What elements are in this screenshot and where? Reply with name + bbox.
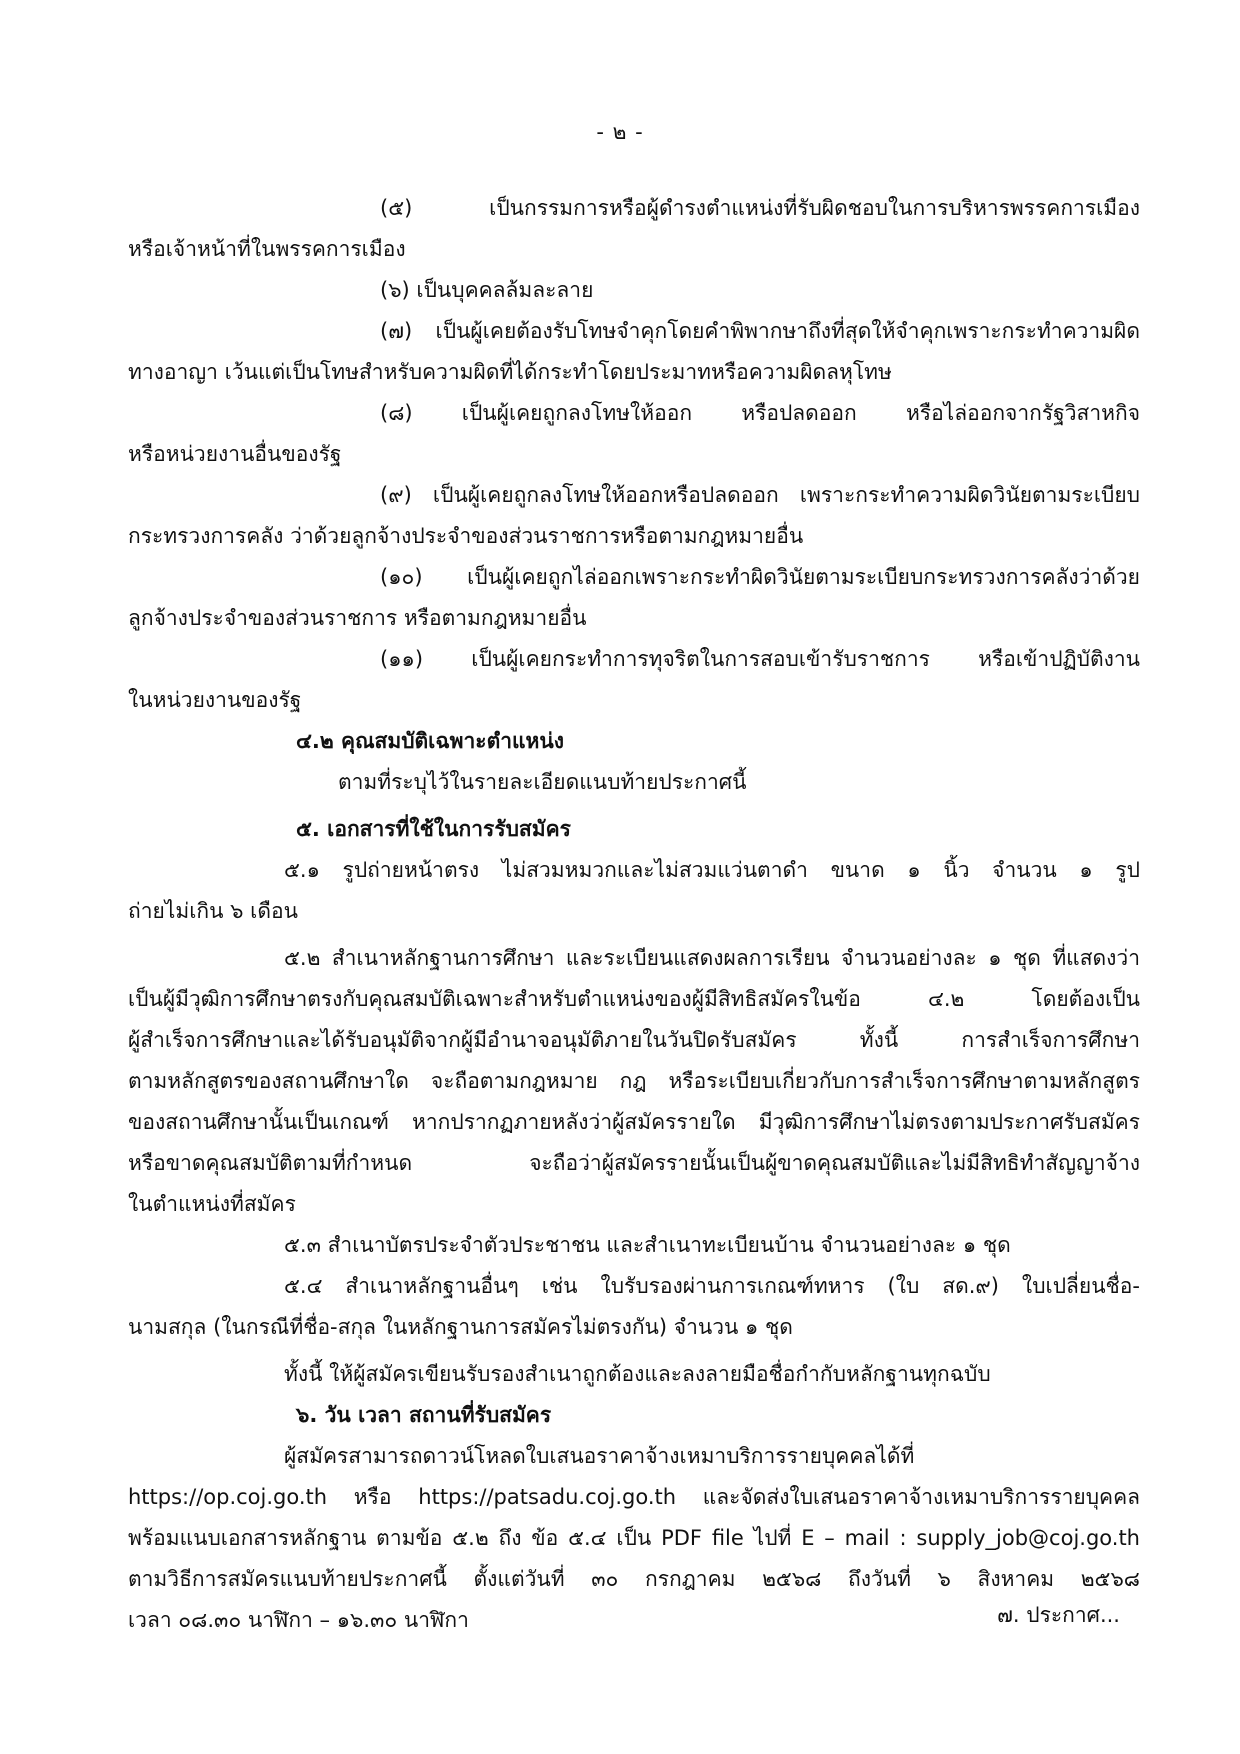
paragraph-line: (๑๑) เป็นผู้เคยกระทำการทุจริตในการสอบเข้ารับราชการ หรือเข้าปฏิบัติงาน — [380, 647, 1140, 671]
section-4-2 — [128, 721, 1140, 803]
paragraph-line: ๕.๓ สำเนาบัตรประจำตัวประชาชน และสำเนาทะเบียนบ้าน จำนวนอย่างละ ๑ ชุด — [284, 1233, 1011, 1257]
prohibited-item-6 — [128, 270, 1140, 311]
paragraph-line: ในตำแหน่งที่สมัคร — [128, 1192, 296, 1216]
document-body — [128, 188, 1140, 1641]
document-item-5-2 — [128, 938, 1140, 1225]
paragraph-line: ถ่ายไม่เกิน ๖ เดือน — [128, 899, 298, 923]
prohibited-item-10 — [128, 557, 1140, 639]
paragraph-line: ลูกจ้างประจำของส่วนราชการ หรือตามกฎหมายอื่น — [128, 606, 587, 630]
section-heading: ๕. เอกสารที่ใช้ในการรับสมัคร — [296, 817, 571, 841]
paragraph-line: เวลา ๐๘.๓๐ นาฬิกา – ๑๖.๓๐ นาฬิกา — [128, 1608, 469, 1632]
paragraph-line: (๗) เป็นผู้เคยต้องรับโทษจำคุกโดยคำพิพากษาถึงที่สุดให้จำคุกเพราะกระทำความผิด — [380, 319, 1140, 343]
paragraph-line: ตามวิธีการสมัครแนบท้ายประกาศนี้ ตั้งแต่วันที่ ๓๐ กรกฎาคม ๒๕๖๘ ถึงวันที่ ๖ สิงหาคม ๒๕๖๘ — [128, 1567, 1140, 1591]
paragraph-line: ๕.๒ สำเนาหลักฐานการศึกษา และระเบียนแสดงผลการเรียน จำนวนอย่างละ ๑ ชุด ที่แสดงว่า — [284, 946, 1140, 970]
paragraph-line: (๑๐) เป็นผู้เคยถูกไล่ออกเพราะกระทำผิดวินัยตามระเบียบกระทรวงการคลังว่าด้วย — [380, 565, 1140, 589]
section-heading: ๔.๒ คุณสมบัติเฉพาะตำแหน่ง — [296, 729, 564, 753]
prohibited-item-7 — [128, 311, 1140, 393]
paragraph-line: ๕.๑ รูปถ่ายหน้าตรง ไม่สวมหมวกและไม่สวมแว่นตาดำ ขนาด ๑ นิ้ว จำนวน ๑ รูป — [284, 858, 1140, 882]
section-heading: ๖. วัน เวลา สถานที่รับสมัคร — [296, 1403, 552, 1427]
paragraph-line: พร้อมแนบเอกสารหลักฐาน ตามข้อ ๕.๒ ถึง ข้อ ๕.๔ เป็น PDF file ไปที่ E – mail : supply_job@coj.go.th — [128, 1526, 1140, 1550]
paragraph-line: https://op.coj.go.th หรือ https://patsadu.coj.go.th และจัดส่งใบเสนอราคาจ้างเหมาบริการรายบุคคล — [128, 1485, 1140, 1509]
continuation-note: ๗. ประกาศ... — [997, 1603, 1120, 1627]
paragraph-line: ตามหลักสูตรของสถานศึกษาใด จะถือตามกฎหมาย กฎ หรือระเบียบเกี่ยวกับการสำเร็จการศึกษาตามหลักสูตร — [128, 1069, 1140, 1093]
section-5 — [128, 809, 1140, 1395]
prohibited-item-9 — [128, 475, 1140, 557]
document-item-5-1 — [128, 850, 1140, 932]
paragraph-line: หรือขาดคุณสมบัติตามที่กำหนด จะถือว่าผู้สมัครรายนั้นเป็นผู้ขาดคุณสมบัติและไม่มีสิทธิทำสัญญาจ้าง — [128, 1151, 1140, 1175]
paragraph-line: ตามที่ระบุไว้ในรายละเอียดแนบท้ายประกาศนี้ — [338, 770, 747, 794]
paragraph-line: (๖) เป็นบุคคลล้มละลาย — [380, 278, 594, 302]
certify-note: ทั้งนี้ ให้ผู้สมัครเขียนรับรองสำเนาถูกต้องและลงลายมือชื่อกำกับหลักฐานทุกฉบับ — [284, 1362, 991, 1386]
document-item-5-4 — [128, 1266, 1140, 1348]
prohibited-item-8 — [128, 393, 1140, 475]
page-number: - ๒ - — [596, 120, 644, 144]
paragraph-line: (๘) เป็นผู้เคยถูกลงโทษให้ออก หรือปลดออก หรือไล่ออกจากรัฐวิสาหกิจ — [380, 401, 1140, 425]
paragraph-line: ในหน่วยงานของรัฐ — [128, 688, 302, 712]
paragraph-line: นามสกุล (ในกรณีที่ชื่อ-สกุล ในหลักฐานการสมัครไม่ตรงกัน) จำนวน ๑ ชุด — [128, 1315, 793, 1339]
paragraph-line: (๕) เป็นกรรมการหรือผู้ดำรงตำแหน่งที่รับผิดชอบในการบริหารพรรคการเมือง — [380, 196, 1140, 220]
paragraph-line: หรือเจ้าหน้าที่ในพรรคการเมือง — [128, 237, 406, 261]
paragraph-line: กระทรวงการคลัง ว่าด้วยลูกจ้างประจำของส่วนราชการหรือตามกฎหมายอื่น — [128, 524, 804, 548]
prohibited-item-11 — [128, 639, 1140, 721]
document-item-5-3 — [128, 1225, 1140, 1266]
paragraph-line: (๙) เป็นผู้เคยถูกลงโทษให้ออกหรือปลดออก เพราะกระทำความผิดวินัยตามระเบียบ — [380, 483, 1140, 507]
paragraph-line: ของสถานศึกษานั้นเป็นเกณฑ์ หากปรากฏภายหลังว่าผู้สมัครรายใด มีวุฒิการศึกษาไม่ตรงตามประกาศรับสมัคร — [128, 1110, 1140, 1134]
paragraph-line: ผู้สำเร็จการศึกษาและได้รับอนุมัติจากผู้มีอำนาจอนุมัติภายในวันปิดรับสมัคร ทั้งนี้ การสำเร็จการศึกษา — [128, 1028, 1140, 1052]
paragraph-line: ผู้สมัครสามารถดาวน์โหลดใบเสนอราคาจ้างเหมาบริการรายบุคคลได้ที่ — [284, 1444, 915, 1468]
prohibited-item-5 — [128, 188, 1140, 270]
paragraph-line: ๕.๔ สำเนาหลักฐานอื่นๆ เช่น ใบรับรองผ่านการเกณฑ์ทหาร (ใบ สด.๙) ใบเปลี่ยนชื่อ- — [284, 1274, 1140, 1298]
paragraph-line: เป็นผู้มีวุฒิการศึกษาตรงกับคุณสมบัติเฉพาะสำหรับตำแหน่งของผู้มีสิทธิสมัครในข้อ ๔.๒ โดยต้องเป็น — [128, 987, 1140, 1011]
section-6 — [128, 1395, 1140, 1641]
paragraph-line: หรือหน่วยงานอื่นของรัฐ — [128, 442, 342, 466]
paragraph-line: ทางอาญา เว้นแต่เป็นโทษสำหรับความผิดที่ได้กระทำโดยประมาทหรือความผิดลหุโทษ — [128, 360, 892, 384]
